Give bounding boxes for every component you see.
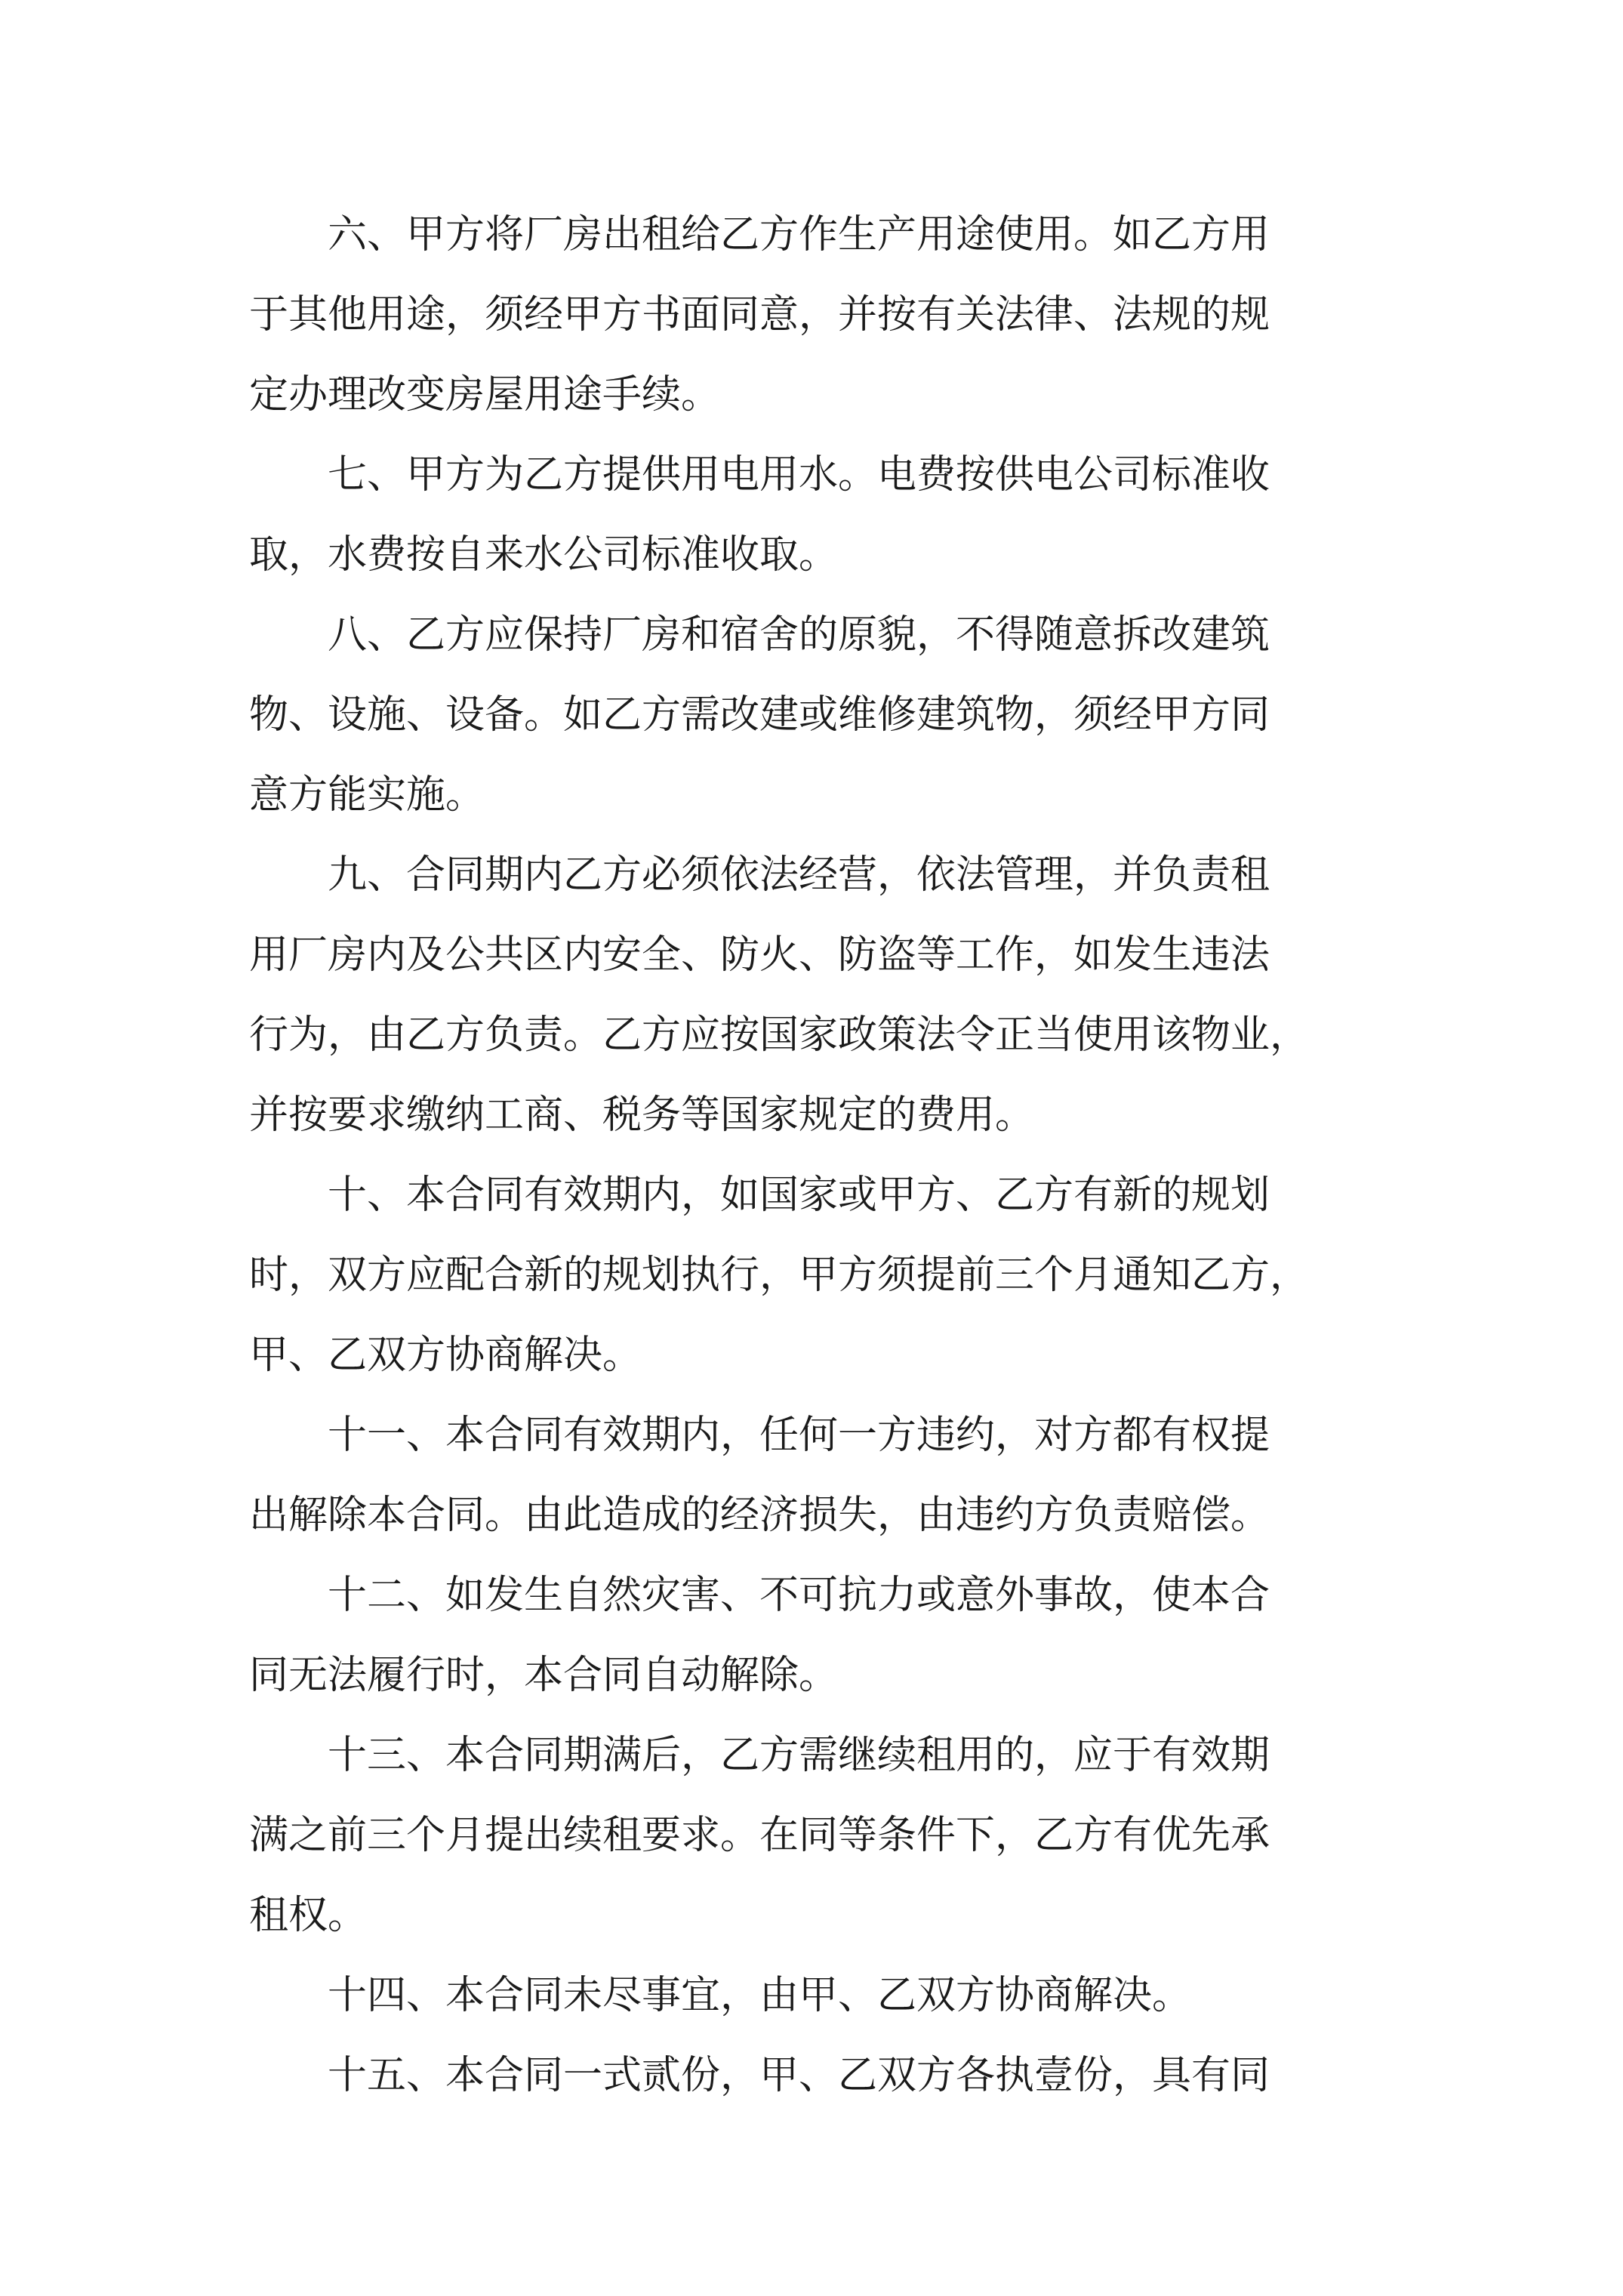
- clause-6: [249, 195, 1381, 435]
- text-line: 行为，由乙方负责。乙方应按国家政策法令正当使用该物业，: [249, 1012, 1310, 1058]
- text-line: 租权。: [249, 1893, 368, 1938]
- clause-10: [249, 1155, 1381, 1395]
- clause-7: [249, 435, 1381, 595]
- text-line: 物、设施、设备。如乙方需改建或维修建筑物，须经甲方同: [249, 692, 1270, 738]
- clause-15: [249, 2036, 1381, 2116]
- text-line: 十二、如发生自然灾害、不可抗力或意外事故，使本合: [328, 1573, 1270, 1618]
- text-line: 十、本合同有效期内，如国家或甲方、乙方有新的规划: [328, 1173, 1270, 1218]
- text-line: 七、甲方为乙方提供用电用水。电费按供电公司标准收: [328, 452, 1270, 498]
- text-line: 取，水费按自来水公司标准收取。: [249, 532, 839, 578]
- text-line: 意方能实施。: [249, 772, 485, 818]
- text-line: 八、乙方应保持厂房和宿舍的原貌，不得随意拆改建筑: [328, 612, 1270, 658]
- clause-12: [249, 1555, 1381, 1715]
- text-line: 十四、本合同未尽事宜，由甲、乙双方协商解决。: [328, 1973, 1192, 2018]
- clause-9: [249, 835, 1381, 1155]
- document-body: [249, 195, 1381, 2116]
- text-line: 并按要求缴纳工商、税务等国家规定的费用。: [249, 1093, 1035, 1138]
- clause-8: [249, 595, 1381, 835]
- text-line: 用厂房内及公共区内安全、防火、防盗等工作，如发生违法: [249, 932, 1270, 978]
- text-line: 六、甲方将厂房出租给乙方作生产用途使用。如乙方用: [328, 212, 1270, 257]
- text-line: 定办理改变房屋用途手续。: [249, 372, 721, 418]
- text-line: 出解除本合同。由此造成的经济损失，由违约方负责赔偿。: [249, 1493, 1270, 1538]
- clause-14: [249, 1955, 1381, 2036]
- text-line: 满之前三个月提出续租要求。在同等条件下，乙方有优先承: [249, 1813, 1270, 1858]
- text-line: 十一、本合同有效期内，任何一方违约，对方都有权提: [328, 1413, 1270, 1458]
- text-line: 甲、乙双方协商解决。: [249, 1333, 642, 1378]
- text-line: 十三、本合同期满后，乙方需继续租用的，应于有效期: [328, 1733, 1270, 1778]
- clause-13: [249, 1715, 1381, 1955]
- text-line: 时，双方应配合新的规划执行，甲方须提前三个月通知乙方，: [249, 1253, 1310, 1298]
- text-line: 十五、本合同一式贰份，甲、乙双方各执壹份，具有同: [328, 2053, 1270, 2098]
- text-line: 同无法履行时，本合同自动解除。: [249, 1653, 839, 1698]
- text-line: 九、合同期内乙方必须依法经营，依法管理，并负责租: [328, 852, 1270, 898]
- clause-11: [249, 1395, 1381, 1555]
- text-line: 于其他用途，须经甲方书面同意，并按有关法律、法规的规: [249, 292, 1270, 337]
